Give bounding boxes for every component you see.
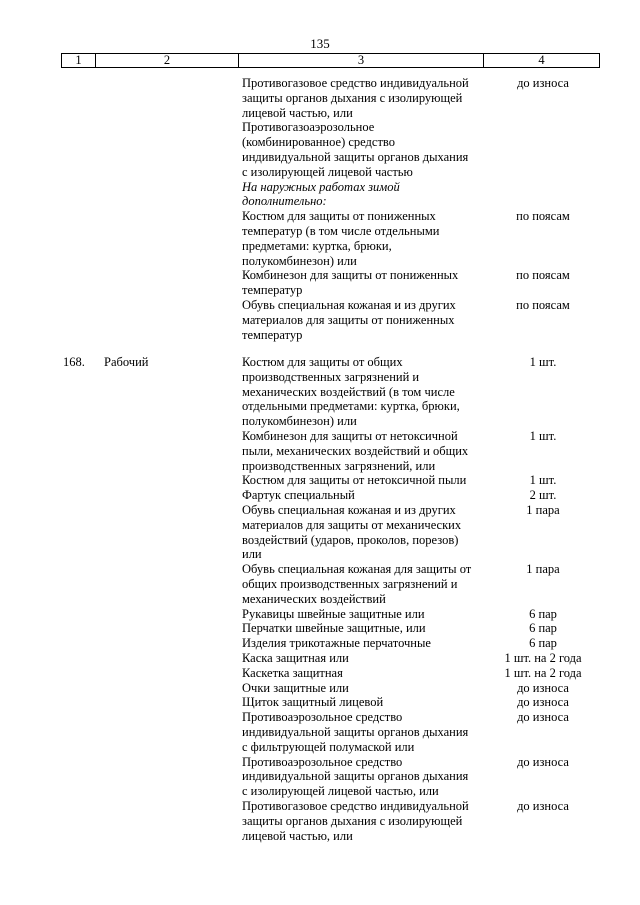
item-norm: 6 пар (529, 636, 557, 651)
list-item (242, 120, 492, 179)
item-name-line: Каскетка защитная (242, 665, 343, 680)
item-norm: по поясам (516, 268, 570, 283)
item-name-line: производственных загрязнений и (242, 369, 420, 384)
item-norm: 1 шт. (529, 429, 557, 443)
item-name-line: Комбинезон для защиты от нетоксичной (242, 428, 458, 443)
item-norm: 2 шт. (529, 488, 557, 503)
item-name-line: Фартук специальный (242, 488, 355, 503)
item-name-line: материалов для защиты от пониженных (242, 312, 455, 327)
item-norm: до износа (517, 76, 569, 90)
item-name-line: Очки защитные или (242, 680, 349, 695)
list-item (242, 562, 492, 606)
list-item (242, 355, 492, 429)
row-items-list (242, 355, 492, 843)
item-norm: 1 шт. (529, 355, 557, 369)
item-name-line: лицевой частью, или (242, 828, 353, 843)
header-col-2: 2 (96, 54, 239, 67)
list-item (242, 473, 492, 488)
item-norm: 1 пара (526, 562, 560, 577)
item-name-line: Обувь специальная кожаная и из других (242, 297, 456, 312)
item-name-line: Щиток защитный лицевой (242, 695, 384, 710)
item-name-line: механических воздействий (242, 591, 386, 606)
item-name-line: с изолирующей лицевой частью, или (242, 784, 439, 799)
table-header (61, 53, 600, 68)
row-profession: Рабочий (104, 355, 149, 369)
item-name-line: полукомбинезон) или (242, 414, 357, 429)
item-name-line: с фильтрующей полумаской или (242, 739, 415, 754)
item-name-line: Изделия трикотажные перчаточные (242, 636, 431, 651)
list-item (242, 607, 492, 622)
item-norm: до износа (517, 680, 569, 695)
item-norm: 6 пар (529, 621, 557, 636)
item-name-line: Обувь специальная кожаная и из других (242, 502, 456, 517)
item-norm: 6 пар (529, 606, 557, 621)
item-name-line: Противогазовое средство индивидуальной (242, 798, 469, 813)
item-name-line: индивидуальной защиты органов дыхания (242, 149, 469, 164)
list-item (242, 755, 492, 799)
page-number: 135 (310, 36, 330, 51)
item-name-line: индивидуальной защиты органов дыхания (242, 769, 469, 784)
item-norm: по поясам (516, 298, 570, 312)
item-name-line: индивидуальной защиты органов дыхания (242, 724, 469, 739)
item-name-line: отдельными предметами: куртка, брюки, (242, 399, 460, 414)
item-name-line: защиты органов дыхания с изолирующей (242, 813, 463, 828)
list-item (242, 180, 492, 210)
list-item (242, 209, 492, 268)
item-name-line: Обувь специальная кожаная для защиты от (242, 562, 472, 577)
item-name-line: общих производственных загрязнений и (242, 576, 458, 591)
item-norm: 1 шт. (529, 473, 557, 488)
item-name-line: Костюм для защиты от общих (242, 355, 403, 369)
list-item (242, 710, 492, 754)
item-norm: до износа (517, 695, 569, 710)
header-col-3: 3 (239, 54, 484, 67)
item-name-line: полукомбинезон) или (242, 253, 357, 268)
item-name-line: Комбинезон для защиты от пониженных (242, 268, 459, 283)
header-col-4: 4 (538, 53, 545, 67)
item-norm: до износа (517, 799, 569, 813)
item-name-line: Перчатки швейные защитные, или (242, 621, 426, 636)
item-name-line: (комбинированное) средство (242, 135, 395, 150)
item-name-line: производственных загрязнений, или (242, 458, 436, 473)
item-name-line: дополнительно: (242, 194, 327, 209)
list-item (242, 76, 492, 120)
list-item (242, 666, 492, 681)
item-name-line: Противоаэрозольное средство (242, 710, 403, 725)
item-name-line: Противогазоаэрозольное (242, 120, 375, 135)
item-name-line: температур (242, 283, 303, 298)
item-name-line: температур (242, 327, 303, 342)
item-name-line: предметами: куртка, брюки, (242, 238, 392, 253)
list-item (242, 621, 492, 636)
item-name-line: температур (в том числе отдельными (242, 223, 440, 238)
item-norm: 1 шт. на 2 года (504, 665, 582, 680)
item-name-line: механических воздействий (в том числе (242, 384, 455, 399)
list-item (242, 268, 492, 298)
list-item (242, 298, 492, 342)
list-item (242, 799, 492, 843)
item-name-line: лицевой частью, или (242, 105, 353, 120)
item-name-line: Рукавицы швейные защитные или (242, 606, 425, 621)
list-item (242, 695, 492, 710)
header-col-1: 1 (62, 54, 96, 67)
item-name-line: Противоаэрозольное средство (242, 754, 403, 769)
item-norm: 1 шт. на 2 года (504, 651, 582, 665)
item-name-line: пыли, механических воздействий и общих (242, 443, 469, 458)
item-name-line: Противогазовое средство индивидуальной (242, 76, 469, 90)
item-name-line: На наружных работах зимой (242, 179, 400, 194)
list-item (242, 636, 492, 651)
item-name-line: защиты органов дыхания с изолирующей (242, 90, 463, 105)
list-item (242, 651, 492, 666)
item-name-line: материалов для защиты от механических (242, 517, 462, 532)
row-number: 168. (63, 355, 85, 369)
item-norm: до износа (517, 710, 569, 725)
item-name-line: с изолирующей лицевой частью (242, 164, 413, 179)
list-item (242, 681, 492, 696)
item-name-line: или (242, 547, 262, 562)
row-items-list (242, 76, 492, 342)
list-item (242, 488, 492, 503)
list-item (242, 429, 492, 473)
item-name-line: Костюм для защиты от нетоксичной пыли (242, 473, 467, 488)
item-name-line: Каска защитная или (242, 650, 349, 665)
item-norm: до износа (517, 754, 569, 769)
item-norm: по поясам (516, 209, 570, 224)
list-item (242, 503, 492, 562)
item-name-line: воздействий (ударов, проколов, порезов) (242, 532, 459, 547)
item-name-line: Костюм для защиты от пониженных (242, 209, 436, 224)
item-norm: 1 пара (526, 503, 560, 517)
